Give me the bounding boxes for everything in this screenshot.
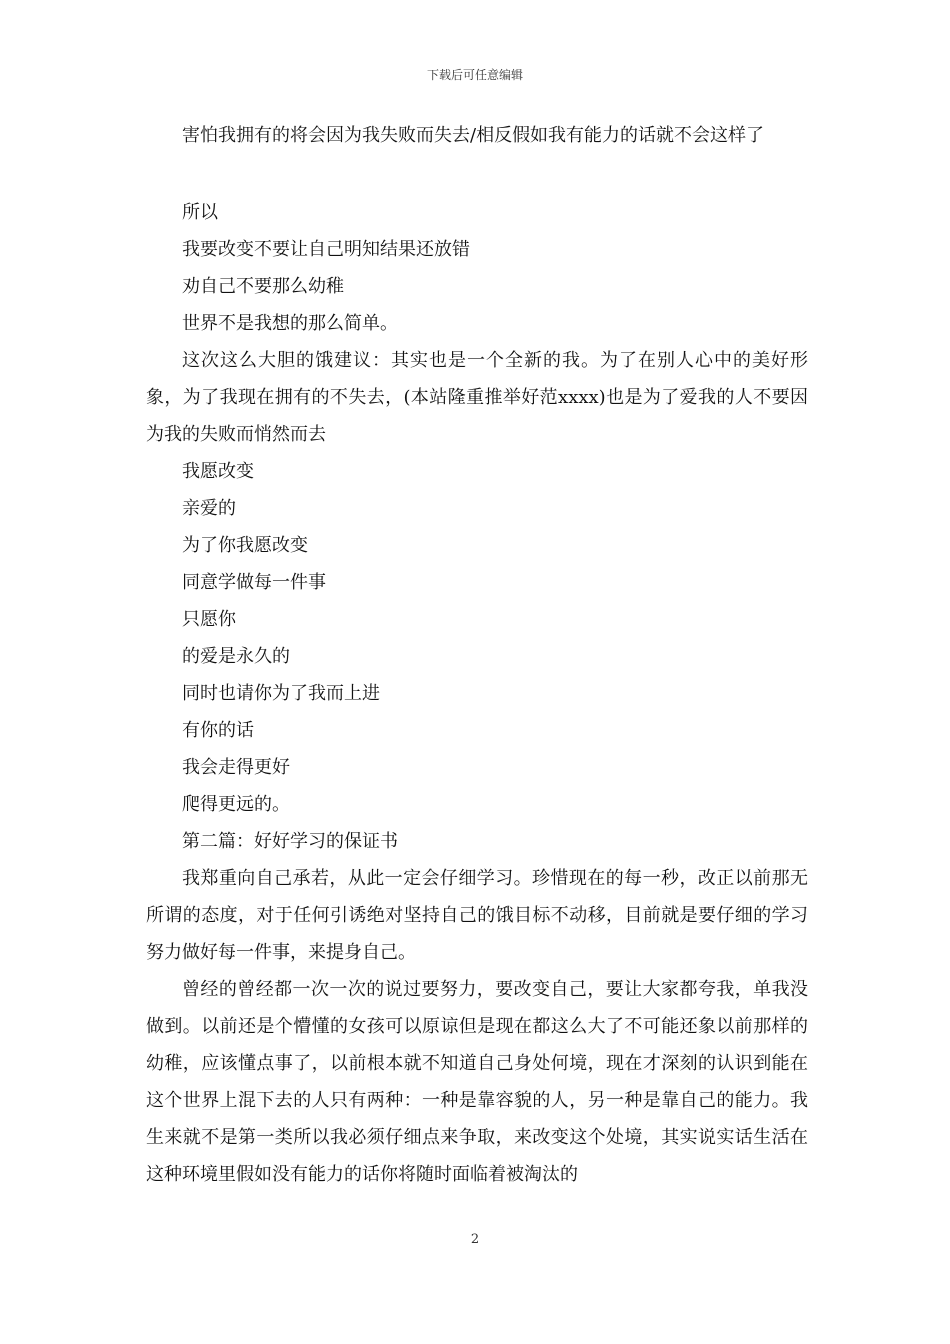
paragraph: 这次这么大胆的饿建议：其实也是一个全新的我。为了在别人心中的美好形象，为了我现在拥有的不失去，(本站隆重推举好范xxxx)也是为了爱我的人不要因为我的失败而悄然而去 xyxy=(146,350,808,445)
text-line: 只愿你 xyxy=(182,609,236,630)
text-line: 世界不是我想的那么简单。 xyxy=(182,313,398,334)
text-line: 劝自己不要那么幼稚 xyxy=(182,276,344,297)
text-line: 同意学做每一件事 xyxy=(182,572,326,593)
paragraph: 曾经的曾经都一次一次的说过要努力，要改变自己，要让大家都夸我，单我没做到。以前还是个懵懂的女孩可以原谅但是现在都这么大了不可能还象以前那样的幼稚，应该懂点事了，以前根本就不知道自己身处何境，现在才深刻的认识到能在这个世界上混下去的人只有两种：一种是靠容貌的人，另一种是靠自己的能力。我生来就不是第一类所以我必须仔细点来争取，来改变这个处境，其实说实话生活在这种环境里假如没有能力的话你将随时面临着被淘汰的 xyxy=(146,979,808,1185)
document-body xyxy=(146,117,808,1193)
text-line: 所以 xyxy=(182,202,218,223)
page-number: 2 xyxy=(470,1232,480,1247)
paragraph: 我郑重向自己承若，从此一定会仔细学习。珍惜现在的每一秒，改正以前那无所谓的态度，对于任何引诱绝对坚持自己的饿目标不动移，目前就是要仔细的学习努力做好每一件事，来提身自己。 xyxy=(146,868,808,963)
text-line: 有你的话 xyxy=(182,720,254,741)
text-line: 同时也请你为了我而上进 xyxy=(182,683,380,704)
text-line: 为了你我愿改变 xyxy=(182,535,308,556)
text-line: 我愿改变 xyxy=(182,461,254,482)
text-line: 爬得更远的。 xyxy=(182,794,290,815)
page-header: 下载后可任意编辑 xyxy=(426,68,523,82)
text-line: 亲爱的 xyxy=(182,498,236,519)
text-line: 我会走得更好 xyxy=(182,757,290,778)
text-line: 我要改变不要让自己明知结果还放错 xyxy=(182,239,470,260)
opening-line: 害怕我拥有的将会因为我失败而失去/相反假如我有能力的话就不会这样了 xyxy=(182,125,765,146)
section-heading: 第二篇：好好学习的保证书 xyxy=(182,831,398,852)
spacer xyxy=(146,154,808,194)
text-line: 的爱是永久的 xyxy=(182,646,290,667)
